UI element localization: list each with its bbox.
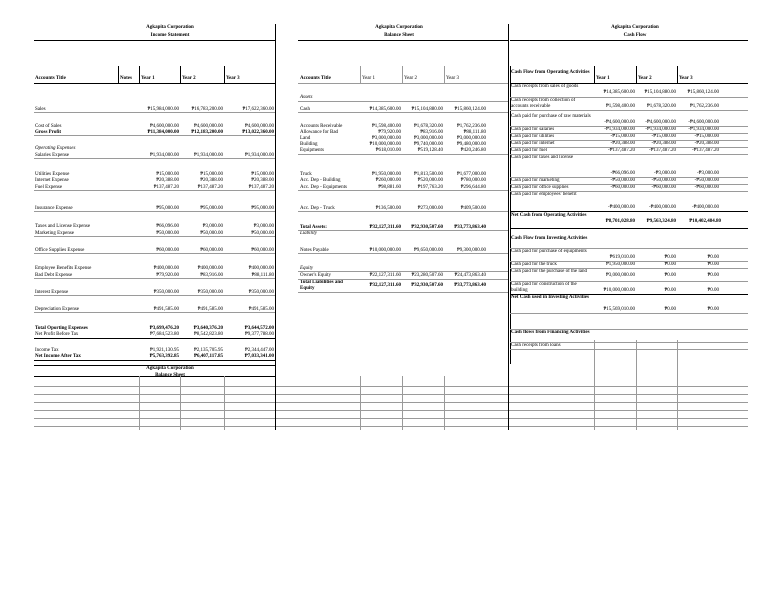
balance-header-y1: Year 1 — [362, 76, 375, 81]
balance-cell: ₱88,111.80 — [463, 130, 486, 135]
balance-cell: ₱9,650,000.00 — [413, 248, 443, 253]
income-cell: ₱3,000.00 — [253, 224, 274, 229]
balance-cell: ₱1,598,400.00 — [371, 124, 401, 129]
income-header-y3: Year 3 — [226, 76, 240, 81]
income-cell: ₱79,920.00 — [156, 273, 179, 278]
income-cell: ₱491,585.00 — [153, 307, 179, 312]
balance-row-label: Equity — [300, 266, 314, 271]
cashflow-cell: ₱0.00 — [707, 288, 719, 293]
cashflow-cell: ₱0.00 — [664, 273, 676, 278]
cashflow-cell: ₱0.00 — [664, 262, 676, 267]
income-title: Income Statement — [150, 33, 190, 38]
cashflow-row-label: Cash receipts from loans — [511, 343, 561, 348]
balance-cell: ₱9,480,000.00 — [456, 142, 486, 147]
balance-cell: ₱1,678,320.00 — [413, 124, 443, 129]
cashflow-row-label: Cash paid for salaries — [511, 127, 555, 132]
income-row-label: Gross Profit — [35, 130, 62, 135]
income-cell: ₱137,487.20 — [197, 185, 223, 190]
balance-row-label: Assets — [300, 95, 313, 100]
cashflow-header-y1: Year 1 — [596, 76, 610, 81]
income-cell: ₱7,033,341.00 — [244, 354, 274, 359]
income-row-label: Cost of Sales — [35, 124, 62, 129]
balance-title: Balance Sheet — [384, 33, 414, 38]
income-cell: ₱350,000.00 — [197, 290, 223, 295]
balance-cell: ₱618,010.00 — [375, 148, 401, 153]
cashflow-cell: ₱0.00 — [707, 273, 719, 278]
income-cell: ₱50,000.00 — [200, 231, 223, 236]
income-row-label: Operating Expenses — [35, 146, 76, 151]
balance-cell: ₱32,127,311.60 — [369, 283, 401, 288]
cashflow-cell: -₱4,600,000.00 — [688, 120, 719, 125]
cashflow-cell: -₱20,388.00 — [651, 141, 676, 146]
lower-empty-grid — [34, 364, 748, 474]
income-cell: ₱7,684,523.80 — [149, 332, 179, 337]
balance-cell: ₱23,280,507.60 — [411, 273, 443, 278]
cashflow-row-label: Cash paid for marketing — [511, 178, 560, 183]
balance-row-label: Liability — [300, 231, 317, 236]
income-cell: ₱11,384,000.00 — [147, 130, 179, 135]
cashflow-cell: -₱400,000.00 — [649, 205, 676, 210]
income-cell: ₱3,000.00 — [202, 224, 223, 229]
balance-header-accounts: Accounts Title — [300, 76, 331, 81]
cashflow-company: Agkapita Corporation — [611, 25, 659, 30]
income-cell: ₱60,000.00 — [251, 248, 274, 253]
income-cell: ₱95,000.00 — [251, 206, 274, 211]
cashflow-cell: ₱15,104,880.00 — [644, 90, 676, 95]
balance-cell: ₱33,773,863.40 — [454, 225, 486, 230]
income-cell: ₱1,934,000.00 — [193, 153, 223, 158]
income-cell: ₱491,585.00 — [248, 307, 274, 312]
income-cell: ₱400,000.00 — [248, 266, 274, 271]
cashflow-cell: ₱8,701,028.80 — [605, 219, 635, 224]
balance-cell: ₱1,950,000.00 — [371, 172, 401, 177]
cashflow-row-label: Cash paid for construction of the building — [511, 282, 577, 293]
cashflow-title: Cash Flow — [623, 33, 647, 38]
cashflow-row-label: Cash paid for fuel — [511, 148, 547, 153]
balance-row-label: Total Liabilities and Equity — [300, 280, 343, 291]
income-row-label: Taxes and License Expense — [35, 224, 91, 229]
cashflow-cell: ₱0.00 — [707, 262, 719, 267]
balance-cell: ₱79,920.00 — [378, 130, 401, 135]
cashflow-cell: ₱10,402,484.80 — [689, 219, 721, 224]
balance-cell: ₱9,740,000.00 — [413, 142, 443, 147]
balance-cell: ₱1,762,236.00 — [456, 124, 486, 129]
income-cell: ₱60,000.00 — [200, 248, 223, 253]
spreadsheet — [34, 24, 748, 378]
lower-balance-title: Balance Sheet — [155, 373, 185, 378]
cashflow-cell: ₱1,762,236.00 — [689, 104, 719, 109]
income-cell: ₱1,921,130.95 — [149, 348, 179, 353]
balance-cell: ₱260,000.00 — [375, 178, 401, 183]
cashflow-row-label: Cash paid for internet — [511, 141, 555, 146]
cashflow-row-label: Cash paid for office supplies — [511, 185, 569, 190]
cashflow-cell: -₱137,487.20 — [608, 148, 635, 153]
cashflow-cell: ₱10,000,000.00 — [603, 288, 635, 293]
income-cell: ₱20,388.00 — [156, 178, 179, 183]
income-cell: ₱60,000.00 — [156, 248, 179, 253]
income-cell: ₱95,000.00 — [200, 206, 223, 211]
income-row-label: Salaries Expense — [35, 153, 70, 158]
cashflow-cell: ₱9,563,324.80 — [646, 219, 676, 224]
balance-cell: ₱9,300,000.00 — [456, 248, 486, 253]
balance-cell: ₱15,104,880.00 — [411, 107, 443, 112]
income-row-label: Insurance Expense — [35, 206, 73, 211]
income-row-label: Marketing Expense — [35, 231, 75, 236]
cashflow-cell: -₱1,934,000.00 — [604, 127, 635, 132]
cashflow-row-label: Cash paid for utilities — [511, 134, 555, 139]
balance-cell: ₱1,677,000.00 — [456, 172, 486, 177]
cashflow-row-label: Cash paid for purchase of raw materials — [511, 114, 591, 119]
income-cell: ₱5,763,392.85 — [149, 354, 179, 359]
income-cell: ₱20,388.00 — [251, 178, 274, 183]
income-cell: ₱400,000.00 — [153, 266, 179, 271]
balance-row-label: Truck — [300, 172, 312, 177]
income-cell: ₱50,000.00 — [156, 231, 179, 236]
income-row-label: Office Supplies Expense — [35, 248, 85, 253]
balance-cell: ₱33,773,863.40 — [454, 283, 486, 288]
balance-cell: ₱10,000,000.00 — [369, 248, 401, 253]
income-cell: ₱6,407,117.85 — [193, 354, 223, 359]
income-row-label: Employee Benefits Expense — [35, 266, 92, 271]
balance-cell: ₱3,000,000.00 — [413, 136, 443, 141]
income-cell: ₱350,000.00 — [153, 290, 179, 295]
balance-company: Agkapita Corporation — [375, 25, 423, 30]
cashflow-row-label: Cash Flow from Operating Activities — [511, 70, 590, 75]
cashflow-row-label: Cash flows from Financing Activities — [511, 330, 590, 335]
income-cell: ₱13,022,360.00 — [242, 130, 274, 135]
income-cell: ₱137,487.20 — [153, 185, 179, 190]
balance-cell: ₱3,000,000.00 — [371, 136, 401, 141]
cashflow-cell: -₱3,000.00 — [654, 171, 676, 176]
income-cell: ₱3,699,476.20 — [149, 326, 179, 331]
balance-cell: ₱32,930,507.60 — [411, 283, 443, 288]
cashflow-cell: ₱0.00 — [707, 307, 719, 312]
lower-balance-company: Agkapita Corporation — [146, 366, 194, 371]
cashflow-cell: ₱14,385,600.00 — [603, 90, 635, 95]
cashflow-cell: -₱66,096.00 — [610, 171, 635, 176]
income-row-label: Total Oporting Expenses — [35, 326, 88, 331]
cashflow-cell: -₱50,000.00 — [610, 178, 635, 183]
balance-cell: ₱197,763.20 — [417, 185, 443, 190]
income-cell: ₱95,000.00 — [156, 206, 179, 211]
cashflow-cell: -₱50,000.00 — [694, 178, 719, 183]
balance-row-label: Total Assets: — [300, 225, 327, 230]
balance-cell: ₱296,644.80 — [460, 185, 486, 190]
cashflow-cell: -₱1,934,000.00 — [645, 127, 676, 132]
cashflow-cell: -₱60,000.00 — [651, 185, 676, 190]
cashflow-cell: -₱20,388.00 — [610, 141, 635, 146]
income-row-label: Utilities Expense — [35, 172, 70, 177]
cashflow-cell: -₱400,000.00 — [608, 205, 635, 210]
balance-cell: ₱273,000.00 — [417, 206, 443, 211]
cashflow-cell: -₱400,000.00 — [692, 205, 719, 210]
balance-header-y3: Year 3 — [446, 76, 459, 81]
income-cell: ₱15,000.00 — [156, 172, 179, 177]
balance-row-label: Acc. Dep - Truck — [300, 206, 335, 211]
cashflow-cell: -₱60,000.00 — [610, 185, 635, 190]
cashflow-cell: -₱1,934,000.00 — [688, 127, 719, 132]
income-header-y1: Year 1 — [141, 76, 155, 81]
cashflow-row-label: Cash receipts from sales of goods — [511, 84, 579, 89]
cashflow-cell: ₱619,010.00 — [609, 255, 635, 260]
income-cell: ₱8,542,823.80 — [193, 332, 223, 337]
cashflow-row-label: Net Cash used in Investing Activities — [511, 295, 589, 300]
balance-cell: ₱14,385,600.00 — [369, 107, 401, 112]
income-cell: ₱400,000.00 — [197, 266, 223, 271]
cashflow-row-label: Cash Flow from Investing Activities — [511, 236, 588, 241]
income-cell: ₱88,111.80 — [251, 273, 274, 278]
income-cell: ₱1,934,000.00 — [244, 153, 274, 158]
income-row-label: Sales — [35, 107, 46, 112]
balance-cell: ₱24,473,863.40 — [454, 273, 486, 278]
balance-header-y2: Year 2 — [404, 76, 417, 81]
income-cell: ₱16,783,200.00 — [191, 107, 223, 112]
income-cell: ₱2,135,705.95 — [193, 348, 223, 353]
cashflow-cell: ₱0.00 — [664, 307, 676, 312]
balance-cell: ₱98,881.60 — [378, 185, 401, 190]
income-row-label: Fuel Expense — [35, 185, 63, 190]
balance-row-label: Allowance for Bad — [300, 130, 339, 135]
balance-row-label: Notes Payable — [300, 248, 329, 253]
income-row-label: Depreciation Expense — [35, 307, 80, 312]
cashflow-cell: -₱50,000.00 — [651, 178, 676, 183]
cashflow-cell: -₱15,000.00 — [694, 134, 719, 139]
income-row-label: Net Income After Tax — [35, 354, 81, 359]
cashflow-row-label: Cash paid for the purchase of the land — [511, 269, 587, 274]
income-row-label: Bad Debt Expense — [35, 273, 73, 278]
balance-row-label: Land — [300, 136, 311, 141]
income-cell: ₱20,388.00 — [200, 178, 223, 183]
income-cell: ₱1,934,000.00 — [149, 153, 179, 158]
balance-cell: ₱519,128.40 — [417, 148, 443, 153]
income-row-label: Income Tax — [35, 348, 59, 353]
balance-cell: ₱409,500.00 — [460, 206, 486, 211]
cashflow-row-label: Cash paid for purchase of equipments — [511, 249, 587, 254]
income-company: Agkapita Corporation — [146, 25, 194, 30]
cashflow-cell: ₱15,860,124.00 — [687, 90, 719, 95]
cashflow-row-label: Net Cash from Operating Activities — [511, 213, 587, 218]
cashflow-cell: ₱1,678,320.00 — [646, 104, 676, 109]
income-header-y2: Year 2 — [182, 76, 196, 81]
cashflow-cell: ₱15,569,010.00 — [603, 307, 635, 312]
cashflow-cell: -₱60,000.00 — [694, 185, 719, 190]
income-header-accounts: Accounts Title — [35, 76, 66, 81]
income-cell: ₱15,984,000.00 — [147, 107, 179, 112]
cashflow-row-label: Cash paid for employees' benefit — [511, 192, 577, 197]
cashflow-cell: ₱1,598,400.00 — [605, 104, 635, 109]
income-cell: ₱4,600,000.00 — [149, 124, 179, 129]
cashflow-cell: ₱0.00 — [664, 288, 676, 293]
cashflow-cell: -₱137,487.20 — [692, 148, 719, 153]
cashflow-cell: -₱4,600,000.00 — [604, 120, 635, 125]
cashflow-cell: ₱0.00 — [664, 255, 676, 260]
balance-cell: ₱3,000,000.00 — [456, 136, 486, 141]
income-cell: ₱4,600,000.00 — [193, 124, 223, 129]
income-cell: ₱15,000.00 — [200, 172, 223, 177]
cashflow-cell: -₱137,487.20 — [649, 148, 676, 153]
balance-cell: ₱1,813,500.00 — [413, 172, 443, 177]
balance-row-label: Accounts Receivable — [300, 124, 343, 129]
cashflow-row-label: Cash receipts from collection of accounts receivable — [511, 98, 576, 109]
income-cell: ₱15,000.00 — [251, 172, 274, 177]
income-header-notes: Notes — [120, 76, 132, 81]
balance-row-label: Acc. Dep - Equipments — [300, 185, 347, 190]
income-cell: ₱3,644,572.00 — [244, 326, 274, 331]
income-cell: ₱50,000.00 — [251, 231, 274, 236]
income-cell: ₱2,344,447.00 — [244, 348, 274, 353]
income-cell: ₱12,183,200.00 — [191, 130, 223, 135]
balance-cell: ₱10,000,000.00 — [369, 142, 401, 147]
balance-cell: ₱83,916.00 — [420, 130, 443, 135]
balance-cell: ₱15,860,124.00 — [454, 107, 486, 112]
income-cell: ₱491,585.00 — [197, 307, 223, 312]
income-cell: ₱4,600,000.00 — [244, 124, 274, 129]
income-cell: ₱3,640,376.20 — [193, 326, 223, 331]
income-row-label: Interest Expense — [35, 290, 69, 295]
balance-row-label: Building — [300, 142, 318, 147]
balance-cell: ₱32,930,507.60 — [411, 225, 443, 230]
income-cell: ₱17,622,360.00 — [242, 107, 274, 112]
income-cell: ₱66,096.00 — [156, 224, 179, 229]
cashflow-cell: ₱0.00 — [707, 255, 719, 260]
cashflow-row-label: Cash paid for taxes and license — [511, 155, 574, 160]
income-row-label: Internet Expense — [35, 178, 69, 183]
balance-cell: ₱420,246.80 — [460, 148, 486, 153]
cashflow-cell: -₱15,000.00 — [651, 134, 676, 139]
cashflow-cell: -₱3,000.00 — [697, 171, 719, 176]
balance-row-label: Equipments — [300, 148, 324, 153]
income-cell: ₱9,377,788.00 — [244, 332, 274, 337]
balance-row-label: Cash — [300, 107, 310, 112]
cashflow-cell: -₱4,600,000.00 — [645, 120, 676, 125]
cashflow-cell: -₱20,388.00 — [694, 141, 719, 146]
income-cell: ₱83,916.00 — [200, 273, 223, 278]
income-cell: ₱350,000.00 — [248, 290, 274, 295]
cashflow-cell: ₱1,950,000.00 — [605, 262, 635, 267]
balance-cell: ₱22,127,311.60 — [369, 273, 401, 278]
cashflow-row-label: Cash paid for the truck — [511, 262, 557, 267]
cashflow-cell: ₱3,000,000.00 — [605, 273, 635, 278]
cashflow-header-y3: Year 3 — [679, 76, 693, 81]
balance-cell: ₱780,000.00 — [460, 178, 486, 183]
balance-cell: ₱32,127,311.60 — [369, 225, 401, 230]
balance-row-label: Acc. Dep - Building — [300, 178, 341, 183]
balance-cell: ₱520,000.00 — [417, 178, 443, 183]
balance-cell: ₱136,500.00 — [375, 206, 401, 211]
balance-row-label: Owner's Equity — [300, 273, 332, 278]
income-row-label: Net Profit Before Tax — [35, 332, 79, 337]
income-cell: ₱137,487.20 — [248, 185, 274, 190]
cashflow-cell: -₱15,000.00 — [610, 134, 635, 139]
cashflow-header-y2: Year 2 — [638, 76, 652, 81]
